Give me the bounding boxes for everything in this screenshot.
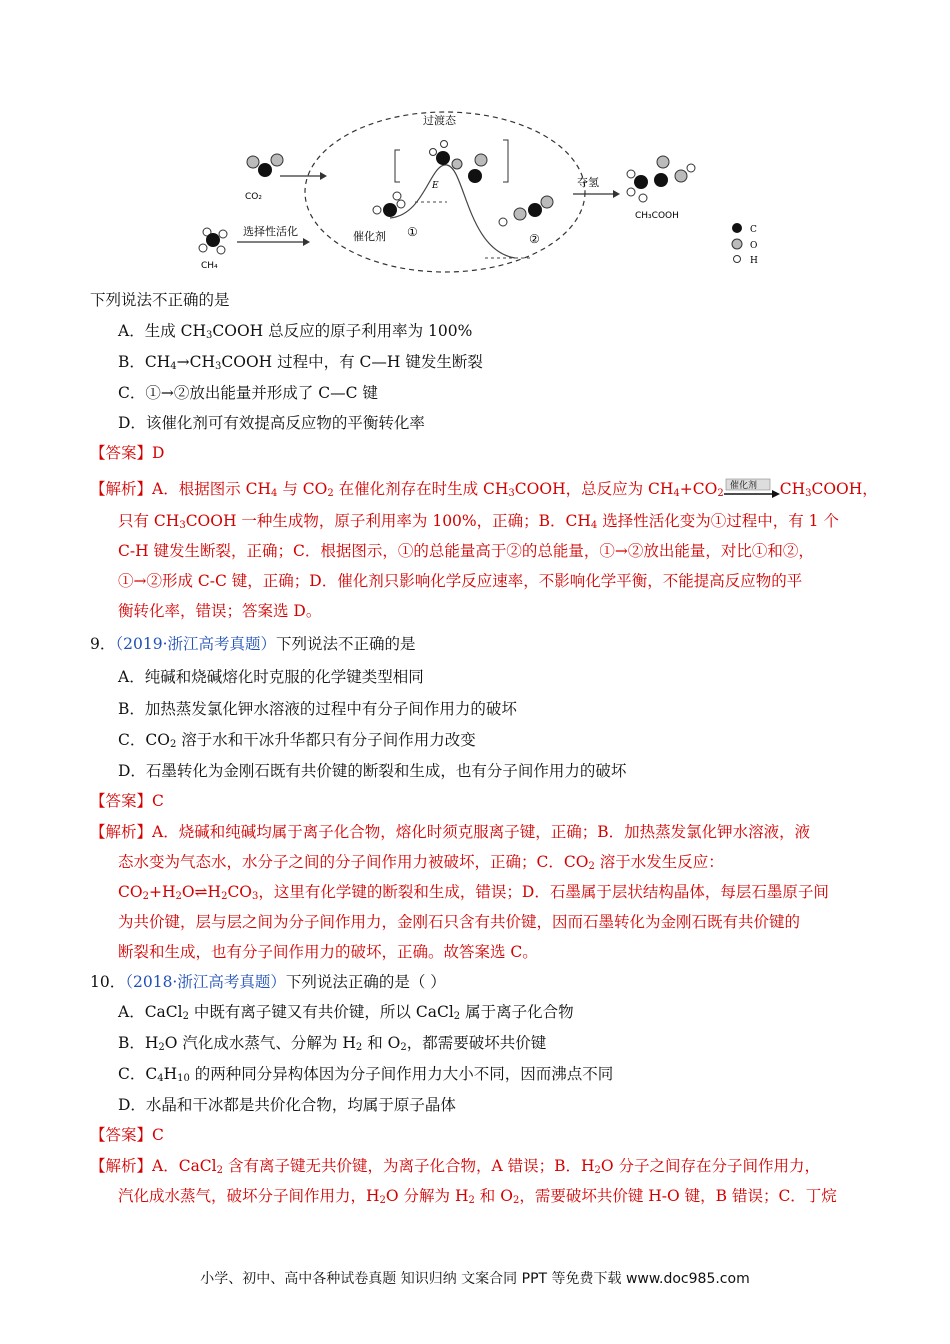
selective-activation-label: 选择性活化 xyxy=(243,225,298,238)
step-2-label: ② xyxy=(529,232,540,246)
q8-stem: 下列说法不正确的是 xyxy=(90,291,230,309)
q8-analysis-line-5: 衡转化率，错误；答案选 D。 xyxy=(118,602,322,620)
q9-option-b: B．加热蒸发氯化钾水溶液的过程中有分子间作用力的破坏 xyxy=(118,700,517,718)
q10-answer: 【答案】C xyxy=(90,1126,164,1144)
q8-answer: 【答案】D xyxy=(90,444,165,462)
catalyst-arrow xyxy=(724,478,780,500)
reaction-mechanism-diagram xyxy=(185,110,785,280)
q10-option-a: A．CaCl$_2$ 中既有离子键又有共价键，所以 CaCl$_2$ 属于离子化合物 xyxy=(118,1003,574,1022)
q9-analysis-line-3: $CO_2+H_2O\rightleftharpoons H_2CO_3$，这里有化学键的断裂和生成，错误；D．石墨属于层状结构晶体，每层石墨原子间 xyxy=(118,883,829,902)
energy-label: E xyxy=(432,181,439,191)
q10-option-c: C．$C_4H_{10}$ 的两种同分异构体因为分子间作用力大小不同，因而沸点不同 xyxy=(118,1065,614,1084)
ch4-label: CH₄ xyxy=(201,261,218,271)
q9-option-a: A．纯碱和烧碱熔化时克服的化学键类型相同 xyxy=(118,668,424,686)
legend-c: C xyxy=(750,225,757,235)
q8-option-d: D．该催化剂可有效提高反应物的平衡转化率 xyxy=(118,414,425,432)
q8-option-a: A．生成 $CH_3COOH$ 总反应的原子利用率为 100% xyxy=(118,322,473,341)
page-footer: 小学、初中、高中各种试卷真题 知识归纳 文案合同 PPT 等免费下载 www.doc985.com xyxy=(200,1271,750,1287)
q10-option-d: D．水晶和干冰都是共价化合物，均属于原子晶体 xyxy=(118,1096,456,1114)
q9-stem: 9．（2019·浙江高考真题）下列说法不正确的是 xyxy=(90,635,416,653)
q8-option-b: B．$CH_4\to CH_3COOH$ 过程中，有 C—H 键发生断裂 xyxy=(118,353,483,372)
co2-molecule xyxy=(247,154,283,177)
step-1-label: ① xyxy=(407,225,418,239)
acetic-acid-molecule xyxy=(627,156,695,202)
dehydrogenation-label: 夺氢 xyxy=(577,176,599,189)
atom-legend xyxy=(732,223,758,266)
q9-analysis-line-2: 态水变为气态水，水分子之间的分子间作用力被破坏，正确；C．$CO_2$ 溶于水发生反应： xyxy=(118,853,724,872)
catalyst-label: 催化剂 xyxy=(353,230,386,243)
transition-state-ellipse xyxy=(305,112,585,272)
q10-analysis-line-1: 【解析】A．CaCl$_2$ 含有离子键无共价键，为离子化合物，A 错误；B．$H_2O$ 分子之间存在分子间作用力， xyxy=(90,1157,820,1176)
q9-answer: 【答案】C xyxy=(90,792,164,810)
q8-analysis-line-1: 【解析】A．根据图示 $CH_4$ 与 $CO_2$ 在催化剂存在时生成 $CH_3COOH$，总反应为 $CH_4+CO_2$ 催化剂 $CH_3COOH$， xyxy=(90,480,878,499)
ch4-molecule xyxy=(199,228,227,254)
q8-analysis-line-3: C-H 键发生断裂，正确；C．根据图示，①的总能量高于②的总能量，①→②放出能量，对比①和②， xyxy=(118,542,814,560)
q10-analysis-line-2: 汽化成水蒸气，破坏分子间作用力，$H_2O$ 分解为 $H_2$ 和 $O_2$，需要破坏共价键 H-O 键，B 错误；C．丁烷 xyxy=(118,1187,837,1206)
q10-stem: 10．（2018·浙江高考真题）下列说法正确的是（ ） xyxy=(90,973,446,991)
catalyst-arrow-label: 催化剂 xyxy=(729,481,757,491)
legend-h: H xyxy=(750,256,758,266)
q9-analysis-line-1: 【解析】A．烧碱和纯碱均属于离子化合物，熔化时须克服离子键，正确；B．加热蒸发氯化钾水溶液，液 xyxy=(90,823,811,841)
product-label: CH₃COOH xyxy=(635,211,679,221)
transition-state-label: 过渡态 xyxy=(423,114,456,127)
q9-option-d: D．石墨转化为金刚石既有共价键的断裂和生成，也有分子间作用力的破坏 xyxy=(118,762,627,780)
co2-label: CO₂ xyxy=(245,192,262,202)
q9-analysis-line-4: 为共价键，层与层之间为分子间作用力，金刚石只含有共价键，因而石墨转化为金刚石既有共价键的 xyxy=(118,913,801,931)
q8-analysis-line-4: ①→②形成 C-C 键，正确；D．催化剂只影响化学反应速率，不影响化学平衡，不能提高反应物的平 xyxy=(118,572,803,590)
q8-option-c: C．①→②放出能量并形成了 C—C 键 xyxy=(118,384,378,402)
q10-option-b: B．$H_2O$ 汽化成水蒸气、分解为 $H_2$ 和 $O_2$，都需要破坏共价键 xyxy=(118,1034,547,1053)
legend-o: O xyxy=(750,241,758,251)
q9-option-c: C．$CO_2$ 溶于水和干冰升华都只有分子间作用力改变 xyxy=(118,731,476,750)
energy-curve xyxy=(390,165,515,258)
q9-analysis-line-5: 断裂和生成，也有分子间作用力的破坏，正确。故答案选 C。 xyxy=(118,943,538,961)
q8-analysis-line-2: 只有 $CH_3COOH$ 一种生成物，原子利用率为 100%，正确；B．$CH_4$ 选择性活化变为①过程中，有 1 个 xyxy=(118,512,839,531)
